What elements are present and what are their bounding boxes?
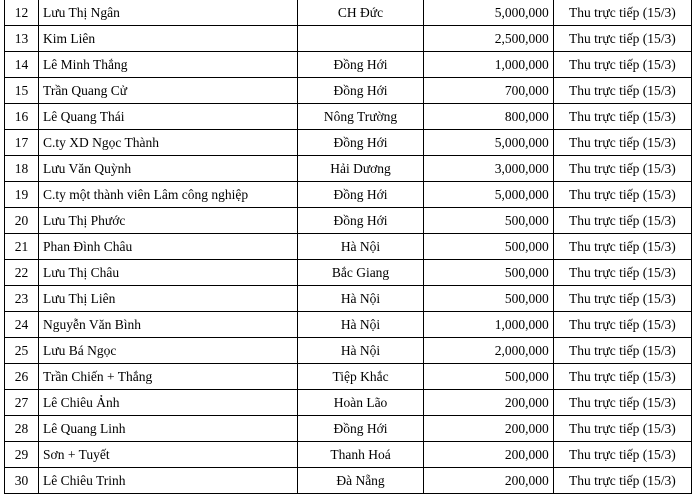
table-row (5, 416, 692, 442)
donor-location: CH Đức (298, 0, 423, 26)
donor-name: Lê Quang Linh (39, 416, 298, 442)
donation-amount: 500,000 (423, 286, 553, 312)
donor-location: Nông Trường (298, 104, 423, 130)
donor-name: Lưu Thị Liên (39, 286, 298, 312)
donation-amount: 500,000 (423, 364, 553, 390)
donation-amount: 800,000 (423, 104, 553, 130)
table-row (5, 364, 692, 390)
donor-name: Lê Chiêu Ảnh (39, 390, 298, 416)
payment-method: Thu trực tiếp (15/3) (553, 234, 691, 260)
donor-location: Bắc Giang (298, 260, 423, 286)
table-row (5, 130, 692, 156)
table-row (5, 442, 692, 468)
donor-location: Hà Nội (298, 312, 423, 338)
donor-name: Lưu Thị Châu (39, 260, 298, 286)
payment-method: Thu trực tiếp (15/3) (553, 338, 691, 364)
table-row (5, 234, 692, 260)
donor-location: Đồng Hới (298, 78, 423, 104)
table-row (5, 52, 692, 78)
donation-amount: 200,000 (423, 390, 553, 416)
table-row (5, 390, 692, 416)
donor-name: C.ty một thành viên Lâm công nghiệp (39, 182, 298, 208)
donation-amount: 2,000,000 (423, 338, 553, 364)
donor-location: Đồng Hới (298, 182, 423, 208)
donor-location: Tiệp Khắc (298, 364, 423, 390)
donation-table-body (5, 0, 692, 494)
row-number: 29 (5, 442, 39, 468)
payment-method: Thu trực tiếp (15/3) (553, 312, 691, 338)
row-number: 23 (5, 286, 39, 312)
donor-name: Sơn + Tuyết (39, 442, 298, 468)
table-row (5, 182, 692, 208)
donor-location: Đồng Hới (298, 416, 423, 442)
donation-amount: 200,000 (423, 442, 553, 468)
payment-method: Thu trực tiếp (15/3) (553, 130, 691, 156)
row-number: 19 (5, 182, 39, 208)
donor-location: Đồng Hới (298, 52, 423, 78)
donor-name: Nguyễn Văn Bình (39, 312, 298, 338)
donor-location: Hà Nội (298, 286, 423, 312)
table-row (5, 260, 692, 286)
row-number: 16 (5, 104, 39, 130)
donation-amount: 5,000,000 (423, 182, 553, 208)
donation-amount: 500,000 (423, 260, 553, 286)
table-row (5, 0, 692, 26)
donor-location: Hà Nội (298, 338, 423, 364)
donation-amount: 200,000 (423, 468, 553, 494)
donor-name: Lê Chiêu Trinh (39, 468, 298, 494)
donor-location: Đà Nẵng (298, 468, 423, 494)
row-number: 28 (5, 416, 39, 442)
donation-amount: 2,500,000 (423, 26, 553, 52)
row-number: 27 (5, 390, 39, 416)
payment-method: Thu trực tiếp (15/3) (553, 442, 691, 468)
donor-location: Thanh Hoá (298, 442, 423, 468)
row-number: 21 (5, 234, 39, 260)
donation-amount: 700,000 (423, 78, 553, 104)
payment-method: Thu trực tiếp (15/3) (553, 260, 691, 286)
row-number: 22 (5, 260, 39, 286)
table-row (5, 312, 692, 338)
donation-amount: 1,000,000 (423, 52, 553, 78)
row-number: 25 (5, 338, 39, 364)
payment-method: Thu trực tiếp (15/3) (553, 182, 691, 208)
donor-location: Đồng Hới (298, 208, 423, 234)
donor-location: Hoàn Lão (298, 390, 423, 416)
row-number: 24 (5, 312, 39, 338)
payment-method: Thu trực tiếp (15/3) (553, 468, 691, 494)
payment-method: Thu trực tiếp (15/3) (553, 78, 691, 104)
payment-method: Thu trực tiếp (15/3) (553, 0, 691, 26)
table-row (5, 338, 692, 364)
donation-amount: 500,000 (423, 208, 553, 234)
payment-method: Thu trực tiếp (15/3) (553, 390, 691, 416)
row-number: 14 (5, 52, 39, 78)
donation-amount: 1,000,000 (423, 312, 553, 338)
donor-name: C.ty XD Ngọc Thành (39, 130, 298, 156)
donor-name: Lưu Thị Ngân (39, 0, 298, 26)
table-row (5, 26, 692, 52)
payment-method: Thu trực tiếp (15/3) (553, 286, 691, 312)
donation-amount: 5,000,000 (423, 130, 553, 156)
donor-name: Trần Chiến + Thắng (39, 364, 298, 390)
donor-name: Lưu Bá Ngọc (39, 338, 298, 364)
row-number: 15 (5, 78, 39, 104)
row-number: 13 (5, 26, 39, 52)
payment-method: Thu trực tiếp (15/3) (553, 104, 691, 130)
row-number: 17 (5, 130, 39, 156)
payment-method: Thu trực tiếp (15/3) (553, 52, 691, 78)
donor-name: Lưu Văn Quỳnh (39, 156, 298, 182)
payment-method: Thu trực tiếp (15/3) (553, 416, 691, 442)
table-row (5, 156, 692, 182)
table-row (5, 78, 692, 104)
donation-amount: 5,000,000 (423, 0, 553, 26)
payment-method: Thu trực tiếp (15/3) (553, 208, 691, 234)
table-row (5, 468, 692, 494)
donor-location: Hải Dương (298, 156, 423, 182)
donor-name: Phan Đình Châu (39, 234, 298, 260)
payment-method: Thu trực tiếp (15/3) (553, 26, 691, 52)
row-number: 30 (5, 468, 39, 494)
donor-name: Lưu Thị Phước (39, 208, 298, 234)
row-number: 12 (5, 0, 39, 26)
donor-location: Hà Nội (298, 234, 423, 260)
donor-name: Lê Quang Thái (39, 104, 298, 130)
donation-amount: 3,000,000 (423, 156, 553, 182)
donor-location: Đồng Hới (298, 130, 423, 156)
payment-method: Thu trực tiếp (15/3) (553, 156, 691, 182)
donation-amount: 500,000 (423, 234, 553, 260)
table-row (5, 208, 692, 234)
table-row (5, 286, 692, 312)
row-number: 18 (5, 156, 39, 182)
row-number: 26 (5, 364, 39, 390)
donation-amount: 200,000 (423, 416, 553, 442)
donation-table (4, 0, 692, 494)
payment-method: Thu trực tiếp (15/3) (553, 364, 691, 390)
donor-name: Trần Quang Cử (39, 78, 298, 104)
donor-name: Lê Minh Thắng (39, 52, 298, 78)
donor-location (298, 26, 423, 52)
donor-name: Kim Liên (39, 26, 298, 52)
row-number: 20 (5, 208, 39, 234)
table-row (5, 104, 692, 130)
